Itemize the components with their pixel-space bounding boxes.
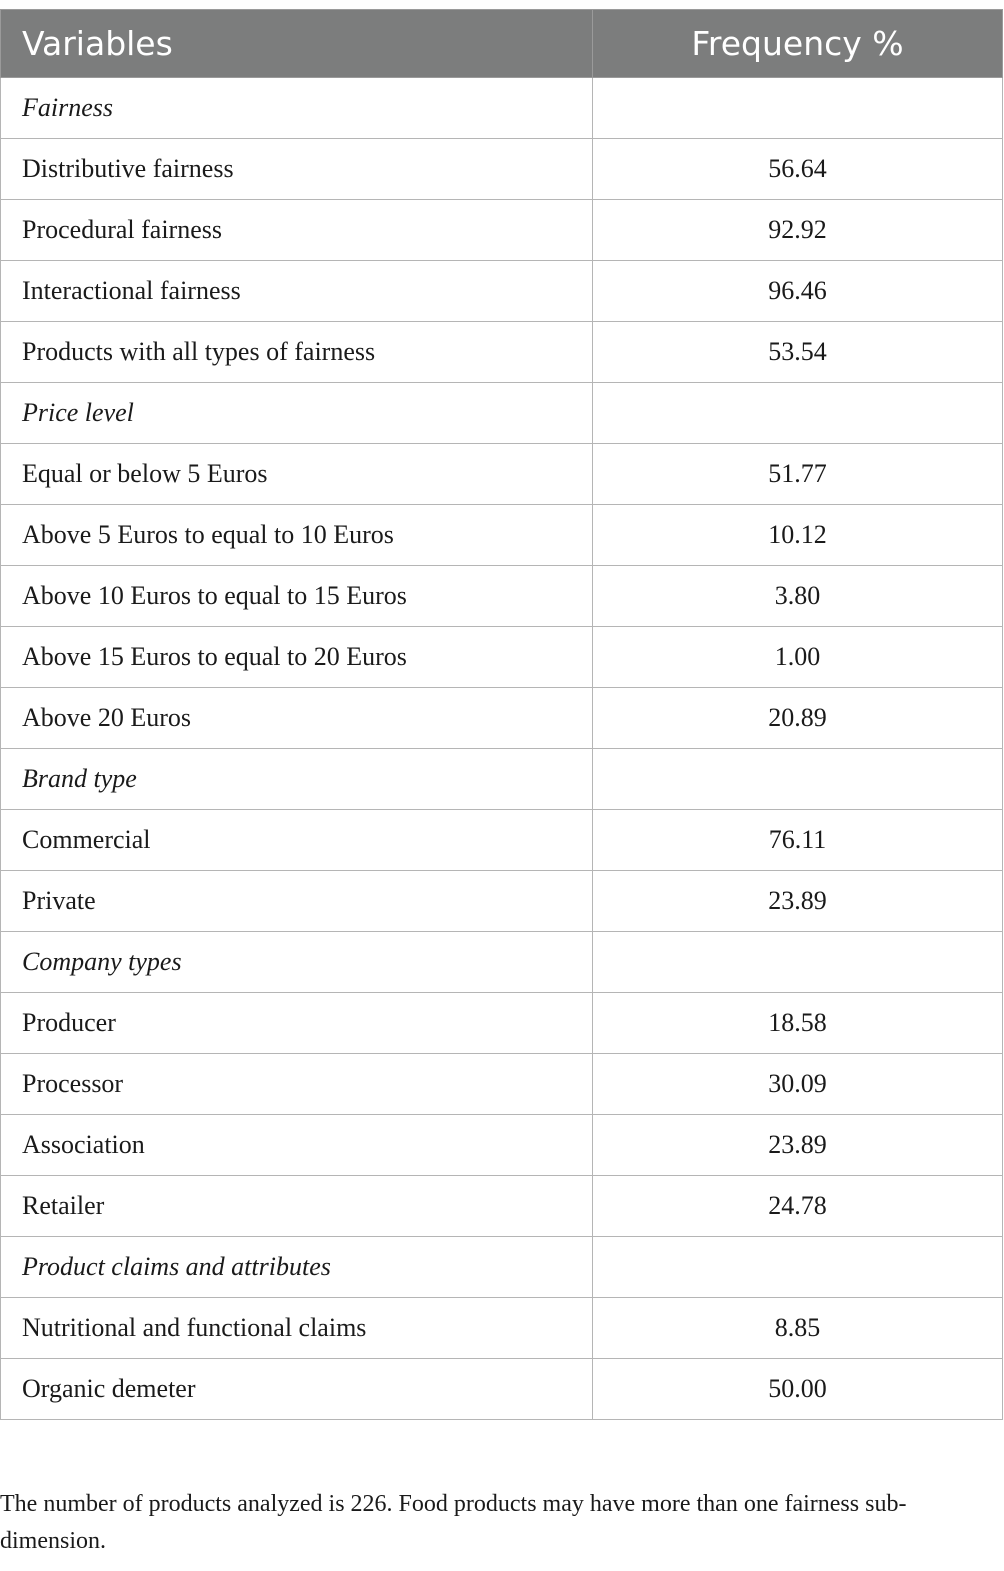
variable-label: Above 5 Euros to equal to 10 Euros (1, 505, 593, 566)
frequency-value: 92.92 (593, 200, 1003, 261)
section-header-row (1, 932, 1003, 993)
header-frequency: Frequency % (593, 10, 1003, 78)
section-header-row (1, 383, 1003, 444)
table-row (1, 261, 1003, 322)
section-label: Company types (1, 932, 593, 993)
variable-label: Private (1, 871, 593, 932)
frequency-value: 18.58 (593, 993, 1003, 1054)
table-row (1, 1176, 1003, 1237)
variable-label: Above 20 Euros (1, 688, 593, 749)
frequency-value: 20.89 (593, 688, 1003, 749)
frequency-value (593, 932, 1003, 993)
frequency-value (593, 383, 1003, 444)
section-label: Product claims and attributes (1, 1237, 593, 1298)
variable-label: Producer (1, 993, 593, 1054)
table-row (1, 627, 1003, 688)
table-body (1, 78, 1003, 1420)
frequency-value (593, 1237, 1003, 1298)
table-row (1, 1359, 1003, 1420)
variable-label: Nutritional and functional claims (1, 1298, 593, 1359)
variable-label: Commercial (1, 810, 593, 871)
frequency-value: 24.78 (593, 1176, 1003, 1237)
table-row (1, 505, 1003, 566)
section-label: Fairness (1, 78, 593, 139)
table-row (1, 200, 1003, 261)
section-header-row (1, 749, 1003, 810)
frequency-value: 1.00 (593, 627, 1003, 688)
table-footnote: The number of products analyzed is 226. Food products may have more than one fairness sub-dimension. (0, 1491, 907, 1554)
frequency-value: 23.89 (593, 871, 1003, 932)
variable-label: Distributive fairness (1, 139, 593, 200)
variable-label: Processor (1, 1054, 593, 1115)
header-row (1, 10, 1003, 78)
frequency-value: 10.12 (593, 505, 1003, 566)
variable-label: Retailer (1, 1176, 593, 1237)
frequency-table (0, 9, 1003, 1420)
frequency-value (593, 749, 1003, 810)
frequency-value (593, 78, 1003, 139)
table-row (1, 566, 1003, 627)
frequency-value: 96.46 (593, 261, 1003, 322)
variable-label: Interactional fairness (1, 261, 593, 322)
variable-label: Procedural fairness (1, 200, 593, 261)
frequency-value: 56.64 (593, 139, 1003, 200)
variable-label: Above 15 Euros to equal to 20 Euros (1, 627, 593, 688)
table-row (1, 444, 1003, 505)
table-row (1, 871, 1003, 932)
variable-label: Products with all types of fairness (1, 322, 593, 383)
section-header-row (1, 78, 1003, 139)
frequency-value: 53.54 (593, 322, 1003, 383)
variable-label: Above 10 Euros to equal to 15 Euros (1, 566, 593, 627)
frequency-value: 51.77 (593, 444, 1003, 505)
section-label: Price level (1, 383, 593, 444)
table-row (1, 810, 1003, 871)
variable-label: Organic demeter (1, 1359, 593, 1420)
frequency-value: 8.85 (593, 1298, 1003, 1359)
header-variables: Variables (1, 10, 593, 78)
variable-label: Equal or below 5 Euros (1, 444, 593, 505)
table-row (1, 1298, 1003, 1359)
table-row (1, 688, 1003, 749)
section-label: Brand type (1, 749, 593, 810)
variable-label: Association (1, 1115, 593, 1176)
frequency-table-container (0, 9, 1002, 1420)
frequency-value: 76.11 (593, 810, 1003, 871)
frequency-value: 30.09 (593, 1054, 1003, 1115)
frequency-value: 50.00 (593, 1359, 1003, 1420)
table-row (1, 1054, 1003, 1115)
frequency-value: 23.89 (593, 1115, 1003, 1176)
table-row (1, 993, 1003, 1054)
table-header (1, 10, 1003, 78)
table-row (1, 1115, 1003, 1176)
section-header-row (1, 1237, 1003, 1298)
table-row (1, 139, 1003, 200)
table-row (1, 322, 1003, 383)
frequency-value: 3.80 (593, 566, 1003, 627)
